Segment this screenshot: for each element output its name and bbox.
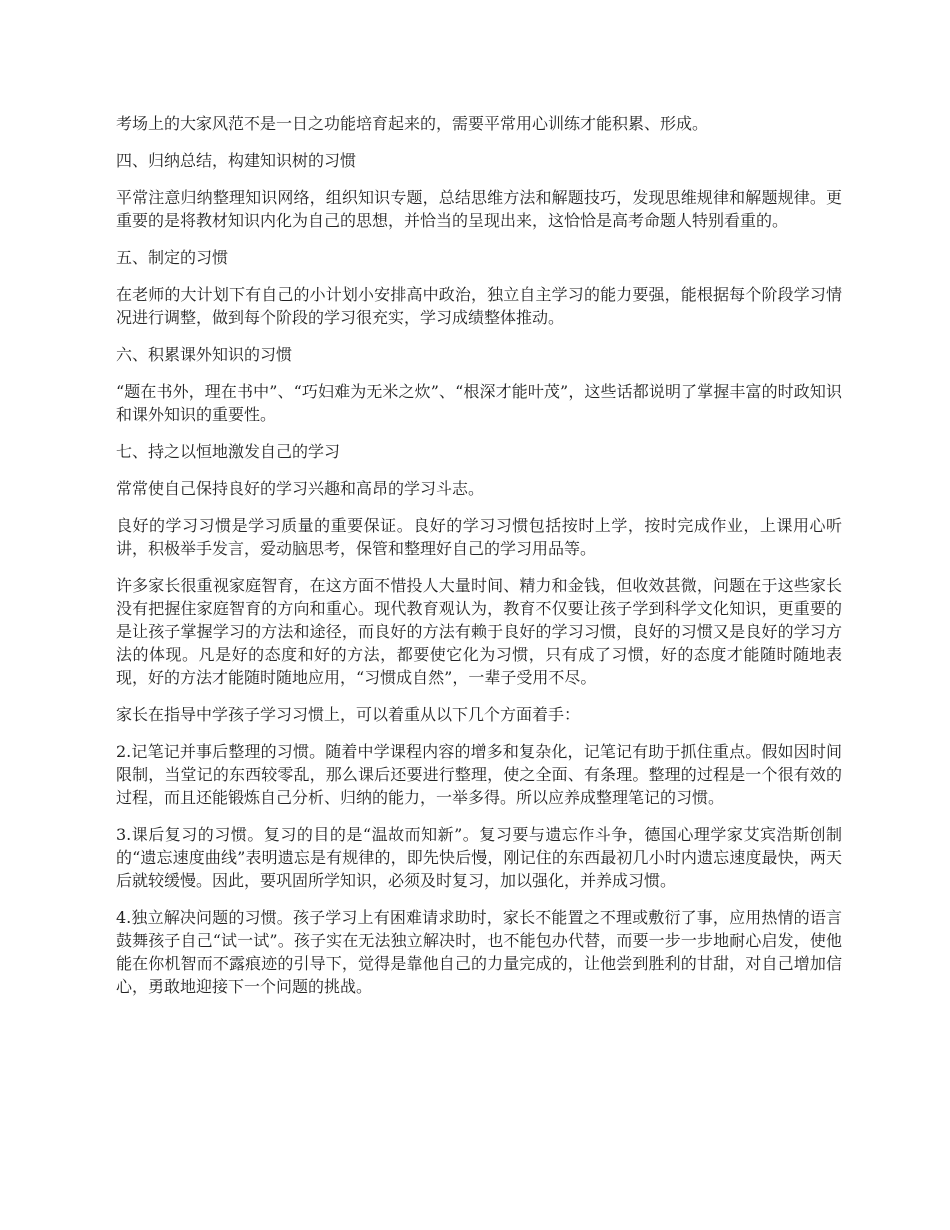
paragraph-review-habit: 3.课后复习的习惯。复习的目的是“温故而知新”。复习要与遗忘作斗争，德国心理学家艾宾浩斯创制的“遗忘速度曲线”表明遗忘是有规律的，即先快后慢，刚记住的东西最初几小时内遗忘速度最快，两天后就较缓慢。因此，要巩固所学知识，必须及时复习，加以强化，并养成习惯。	[116, 825, 842, 890]
paragraph-independent-solving: 4.独立解决问题的习惯。孩子学习上有困难请求助时，家长不能置之不理或敷衍了事，应用热情的语言鼓舞孩子自己“试一试”。孩子实在无法独立解决时，也不能包办代替，而要一步一步地耐心启发，使他能在你机智而不露痕迹的引导下，觉得是靠他自己的力量完成的，让他尝到胜利的甘甜，对自己增加信心，勇敢地迎接下一个问题的挑战。	[116, 908, 842, 996]
heading-summarize-habit: 四、归纳总结，构建知识树的习惯	[116, 151, 357, 170]
heading-planning-habit: 五、制定的习惯	[116, 248, 229, 267]
paragraph-knowledge-network: 平常注意归纳整理知识网络，组织知识专题，总结思维方法和解题技巧，发现思维规律和解题规律。更重要的是将教材知识内化为自己的思想，并恰当的呈现出来，这恰恰是高考命题人特别看重的。	[116, 188, 842, 230]
paragraph-extracurricular-knowledge: “题在书外，理在书中”、“巧妇难为无米之炊”、“根深才能叶茂”，这些话都说明了掌握丰富的时政知识和课外知识的重要性。	[116, 382, 842, 424]
paragraph-learning-interest: 常常使自己保持良好的学习兴趣和高昂的学习斗志。	[116, 479, 485, 498]
heading-perseverance: 七、持之以恒地激发自己的学习	[116, 442, 341, 461]
paragraph-note-taking: 2.记笔记并事后整理的习惯。随着中学课程内容的增多和复杂化，记笔记有助于抓住重点。假如因时间限制，当堂记的东西较零乱，那么课后还要进行整理，使之全面、有条理。整理的过程是一个很有效的过程，而且还能锻炼自己分析、归纳的能力，一举多得。所以应养成整理笔记的习惯。	[116, 742, 842, 807]
paragraph-exam-demeanor: 考场上的大家风范不是一日之功能培育起来的，需要平常用心训练才能积累、形成。	[116, 114, 709, 133]
paragraph-good-habits: 良好的学习习惯是学习质量的重要保证。良好的学习习惯包括按时上学，按时完成作业，上课用心听讲，积极举手发言，爱动脑思考，保管和整理好自己的学习用品等。	[116, 516, 842, 558]
paragraph-personal-plan: 在老师的大计划下有自己的小计划小安排高中政治，独立自主学习的能力要强，能根据每个阶段学习情况进行调整，做到每个阶段的学习很充实，学习成绩整体推动。	[116, 285, 842, 327]
paragraph-parent-guidance: 家长在指导中学孩子学习习惯上，可以着重从以下几个方面着手：	[116, 705, 581, 724]
paragraph-family-education: 许多家长很重视家庭智育，在这方面不惜投人大量时间、精力和金钱，但收效甚微，问题在于这些家长没有把握住家庭智育的方向和重心。现代教育观认为，教育不仅要让孩子学到科学文化知识，更重要的是让孩子掌握学习的方法和途径，而良好的方法有赖于良好的学习习惯，良好的习惯又是良好的学习方法的体现。凡是好的态度和好的方法，都要使它化为习惯，只有成了习惯，好的态度才能随时随地表现，好的方法才能随时随地应用，“习惯成自然”，一辈子受用不尽。	[116, 576, 842, 687]
heading-extracurricular-habit: 六、积累课外知识的习惯	[116, 345, 293, 364]
document-body	[116, 112, 842, 1012]
